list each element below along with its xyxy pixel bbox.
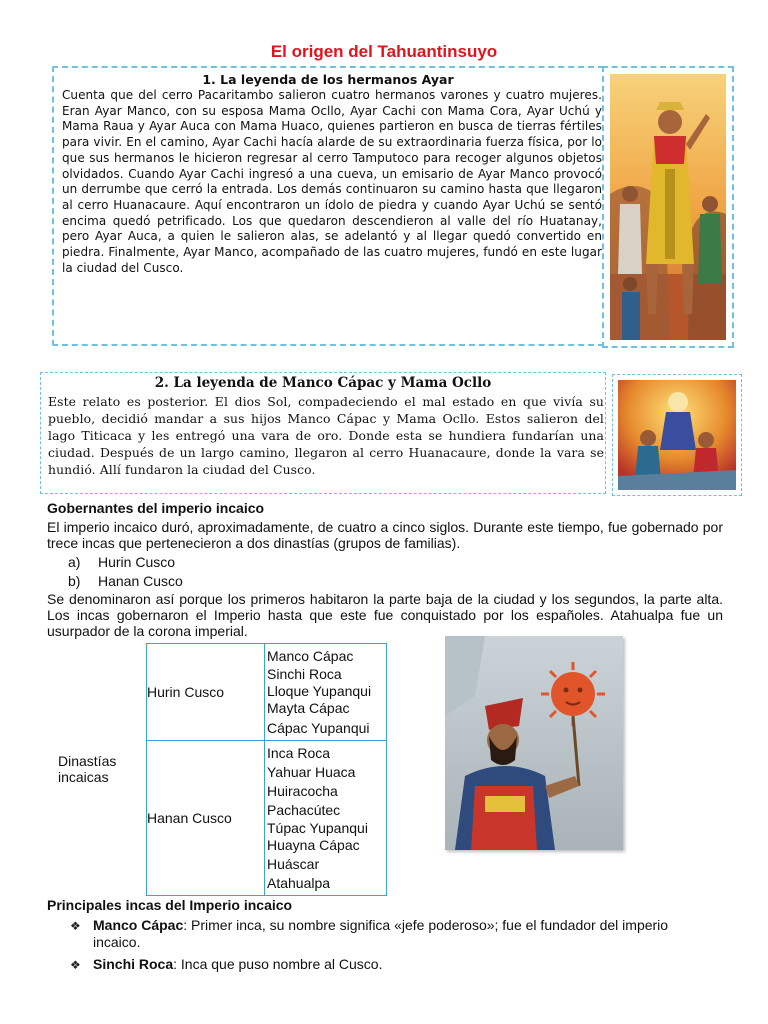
ruler-item: Huayna Cápac [267,837,360,853]
legend-ayar-heading: 1. La leyenda de los hermanos Ayar [202,72,454,87]
inca-name: Manco Cápac [93,917,184,933]
ayar-brothers-picture [610,74,726,340]
ruler-item: Cápac Yupanqui [267,720,370,736]
legend-ayar-text: Cuenta que del cerro Pacaritambo salieron cuatro hermanos varones y cuatro mujeres. Eran Ayar Manco, con su esposa Mama Ocllo, Ayar Cachi con Mama Cora, Ayar Uchú y Mama Raua y Ayar Auca con Mama Huaco, quienes partieron en busca de tierras fértiles para vivir. En el camino, Ayar Cachi hacía alarde de su extraordinaria fuerza física, por lo que sus hermanos le hicieron regresar al cerro Tamputoco para recoger algunos objetos olvidados. Cuando Ayar Cachi ingresó a una cueva, un emisario de Ayar Manco provocó un derrumbe que cerró la entrada. Los demás continuaron su camino hasta que llegaron al cerro Huanacaure. Aquí encontraron un ídolo de piedra y cuando Ayar Uchú se sentó encima quedó petrificado. Los que quedaron descendieron al valle del río Huatanay, pero Ayar Auca, a quien le salieron alas, se adelantó y al llegar quedó convertido en piedra. Finalmente, Ayar Manco, acompañado de las cuatro mujeres, fundó en este lugar la ciudad del Cusco. [62,88,602,275]
manco-capac-illustration-frame [612,374,742,496]
inca-portrait-picture [445,636,623,850]
governors-heading: Gobernantes del imperio incaico [47,500,265,516]
ruler-item: Manco Cápac [267,648,354,664]
table-column-divider [264,644,265,895]
list-marker: a) [68,554,81,570]
ruler-item: Túpac Yupanqui [267,820,368,836]
main-incas-list [70,917,710,979]
legend-manco-text: Este relato es posterior. El dios Sol, compadeciendo el mal estado en que vivía su pueblo, decidió mandar a sus hijos Manco Cápac y Mama Ocllo. Estos salieron del lago Titicaca y les entregó una vara de oro. Donde esta se hundiera fundarían una ciudad. Después de un largo camino, llegaron al cerro Huanacaure, donde la vara se hundió. Allí fundaron la ciudad del Cusco. [48,394,604,477]
dynasty-options-list [68,553,183,591]
governors-explanation: Se denominaron así porque los primeros habitaron la parte baja de la ciudad y los segundos, la parte alta. Los incas gobernaron el Imperio hasta que este fue conquistado por los españoles. Atahualpa fue un usurpador de la corona imperial. [47,591,723,639]
hanan-rulers-list [267,744,368,892]
ruler-item: Pachacútec [267,802,341,818]
ruler-item: Inca Roca [267,745,331,761]
legend-manco-heading: 2. La leyenda de Manco Cápac y Mama Ocllo [154,375,492,391]
list-item-text [93,917,710,951]
page-title: El origen del Tahuantinsuyo [270,42,498,61]
dynasties-label-text: Dinastías incaicas [58,753,117,785]
governors-intro: El imperio incaico duró, aproximadamente, de cuatro a cinco siglos. Durante este tiempo, fue gobernado por trece incas que pertenecieron a dos dinastías (grupos de familias). [47,519,723,551]
list-item-text [93,956,382,974]
ruler-item: Atahualpa [267,875,331,891]
inca-portrait-illustration [445,636,623,850]
ruler-item: Mayta Cápac [267,700,350,716]
hanan-cusco-cell: Hanan Cusco [147,810,232,826]
inca-description: : Inca que puso nombre al Cusco. [173,956,383,972]
list-item [68,553,183,572]
inca-name: Sinchi Roca [93,956,174,972]
ruler-item: Huáscar [267,856,320,872]
ayar-brothers-illustration-frame [602,66,734,348]
table-row-divider [147,740,386,741]
list-item-label: Hanan Cusco [98,573,183,589]
manco-capac-picture [618,380,736,490]
inca-description: : Primer inca, su nombre significa «jefe poderoso»; fue el fundador del imperio incaico. [93,917,669,950]
legend-manco-box [40,372,606,494]
manco-capac-illustration [618,380,736,490]
ayar-brothers-illustration [610,74,726,340]
ruler-item: Huiracocha [267,783,338,799]
list-marker: b) [68,573,81,589]
list-item [68,572,183,591]
diamond-bullet-icon: ❖ [70,919,81,933]
dynasties-table [146,643,387,896]
dynasties-label [58,753,128,785]
list-item [70,917,710,951]
ruler-item: Yahuar Huaca [267,764,356,780]
main-incas-heading: Principales incas del Imperio incaico [47,897,293,913]
ruler-item: Sinchi Roca [267,666,342,682]
list-item-label: Hurin Cusco [98,554,176,570]
ruler-item: Lloque Yupanqui [267,683,372,699]
diamond-bullet-icon: ❖ [70,958,81,972]
hurin-rulers-list [267,647,371,737]
hurin-cusco-cell: Hurin Cusco [147,684,225,700]
legend-ayar-box [52,66,604,346]
list-item [70,956,710,974]
